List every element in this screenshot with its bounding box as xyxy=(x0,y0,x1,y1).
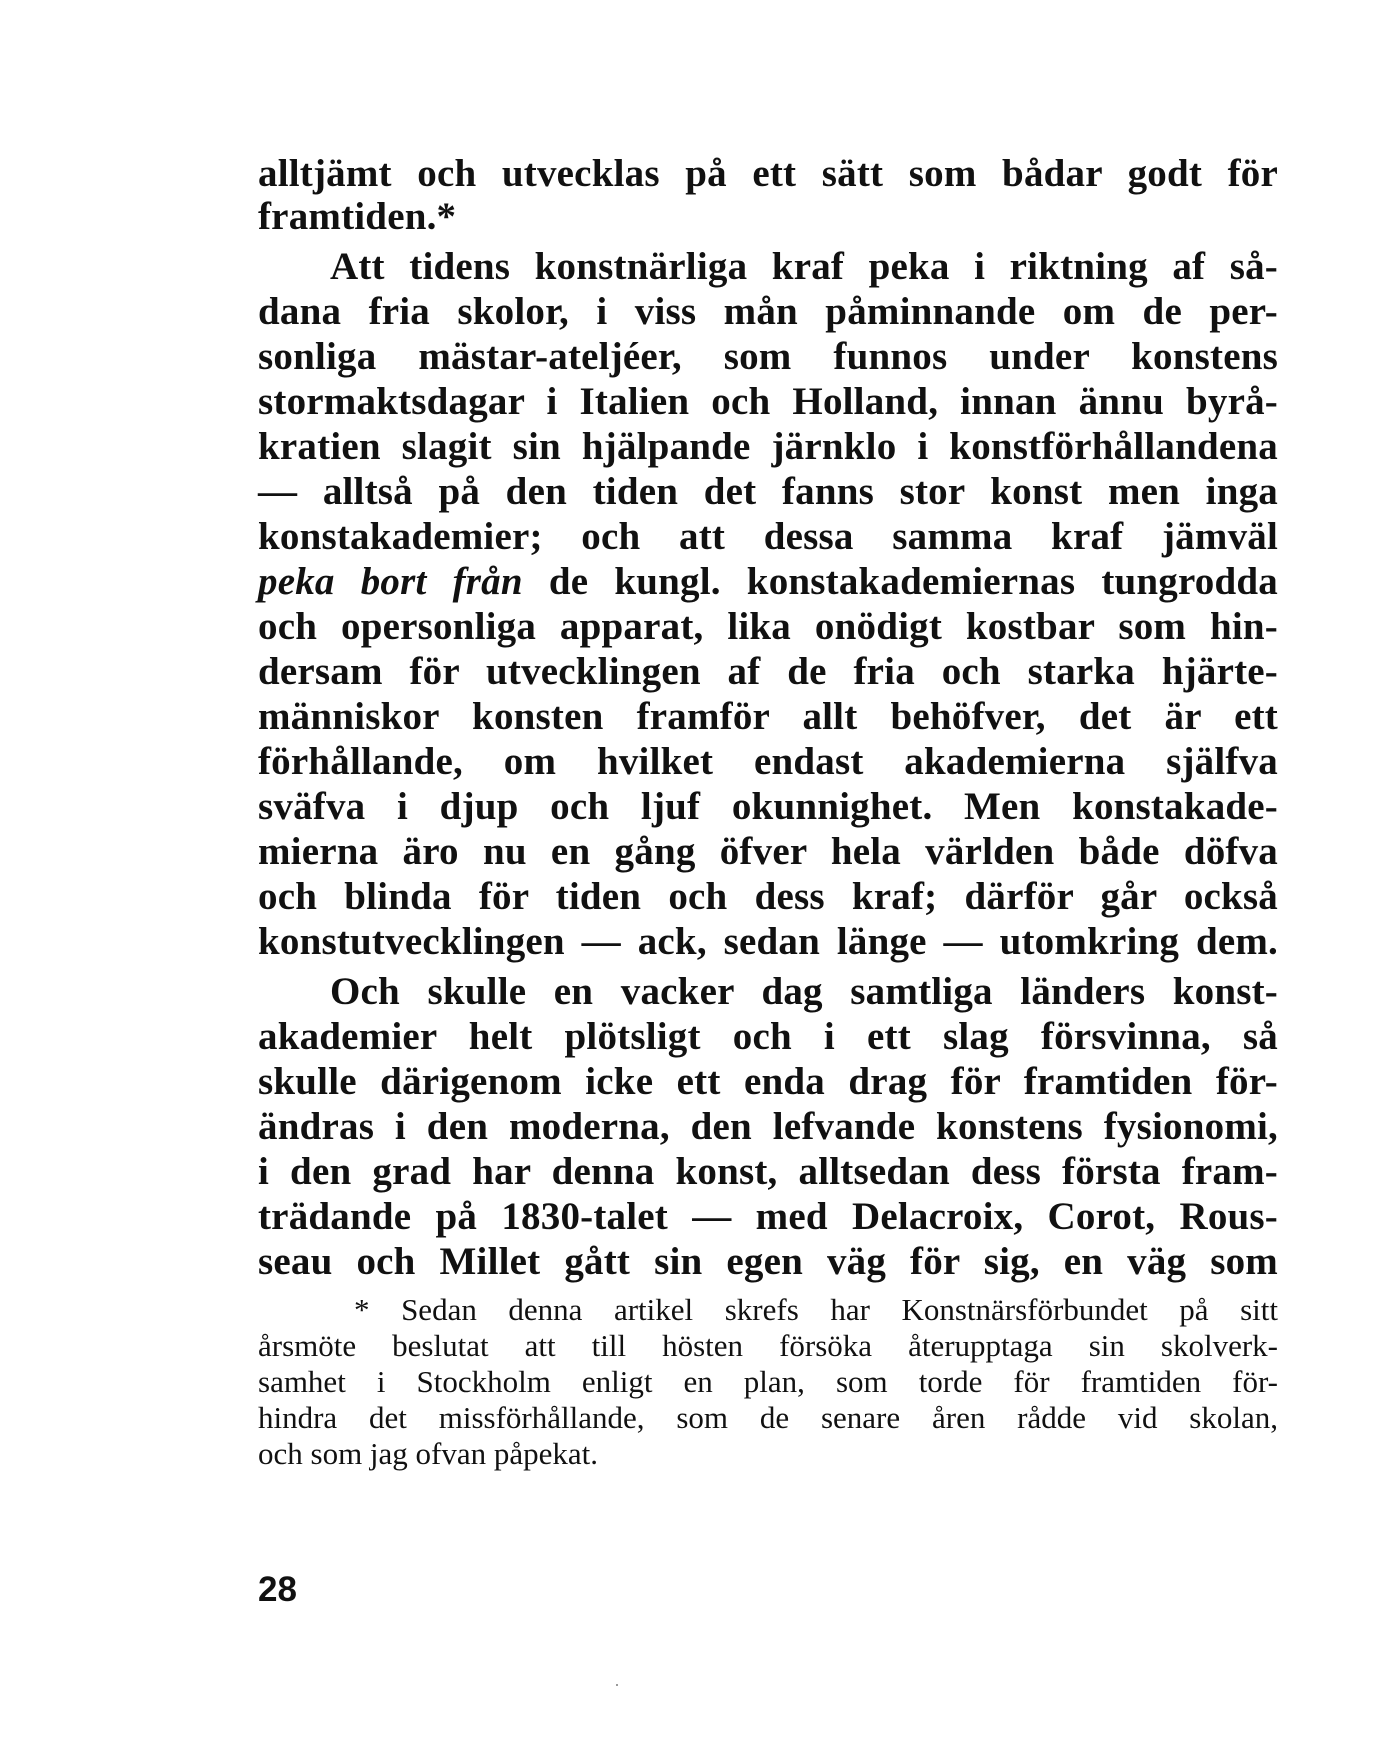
text-line: sväfva i djup och ljuf okunnighet. Men konstakade- xyxy=(258,785,1278,828)
text-line: ändras i den moderna, den lefvande konstens fysionomi, xyxy=(258,1105,1278,1148)
text-line: dersam för utvecklingen af de fria och starka hjärte- xyxy=(258,650,1278,693)
page-number: 28 xyxy=(258,1570,297,1609)
footnote-line: * Sedan denna artikel skrefs har Konstnärsförbundet på sitt xyxy=(354,1292,1278,1327)
text-fragment: de kungl. konstakademiernas tungrodda xyxy=(548,560,1278,603)
paragraph-start-line: Och skulle en vacker dag samtliga länders konst- xyxy=(330,970,1278,1013)
text-line: akademier helt plötsligt och i ett slag försvinna, så xyxy=(258,1015,1278,1058)
italic-emphasis: peka bort från xyxy=(258,560,523,603)
text-line: — alltså på den tiden det fanns stor konst men inga xyxy=(258,470,1278,513)
text-line: människor konsten framför allt behöfver, det är ett xyxy=(258,695,1278,738)
text-line-mixed xyxy=(258,558,1278,606)
paragraph-start-line: Att tidens konstnärliga kraf peka i riktning af så- xyxy=(330,245,1278,288)
text-line: stormaktsdagar i Italien och Holland, innan ännu byrå- xyxy=(258,380,1278,423)
text-line: konstakademier; och att dessa samma kraf jämväl xyxy=(258,515,1278,558)
text-line: konstutvecklingen — ack, sedan länge — utomkring dem. xyxy=(258,920,1278,963)
text-line: sonliga mästar-ateljéer, som funnos under konstens xyxy=(258,335,1278,378)
footnote-line: årsmöte beslutat att till hösten försöka återupptaga sin skolverk- xyxy=(258,1328,1278,1363)
text-line: mierna äro nu en gång öfver hela världen både döfva xyxy=(258,830,1278,873)
footnote-line: samhet i Stockholm enligt en plan, som torde för framtiden för- xyxy=(258,1364,1278,1399)
text-line: i den grad har denna konst, alltsedan dess första fram- xyxy=(258,1150,1278,1193)
text-line: förhållande, om hvilket endast akademierna själfva xyxy=(258,740,1278,783)
text-line: alltjämt och utvecklas på ett sätt som bådar godt för xyxy=(258,152,1278,195)
text-line: framtiden.* xyxy=(258,195,457,238)
text-line: seau och Millet gått sin egen väg för sig, en väg som xyxy=(258,1240,1278,1283)
scan-speck xyxy=(616,1684,618,1686)
text-line: trädande på 1830-talet — med Delacroix, Corot, Rous- xyxy=(258,1195,1278,1238)
text-line: och blinda för tiden och dess kraf; därför går också xyxy=(258,875,1278,918)
footnote-line: och som jag ofvan påpekat. xyxy=(258,1436,599,1471)
text-line: skulle därigenom icke ett enda drag för framtiden för- xyxy=(258,1060,1278,1103)
text-line: dana fria skolor, i viss mån påminnande om de per- xyxy=(258,290,1278,333)
text-line: och opersonliga apparat, lika onödigt kostbar som hin- xyxy=(258,605,1278,648)
footnote-line: hindra det missförhållande, som de senare åren rådde vid skolan, xyxy=(258,1400,1278,1435)
text-line: kratien slagit sin hjälpande järnklo i konstförhållandena xyxy=(258,425,1278,468)
